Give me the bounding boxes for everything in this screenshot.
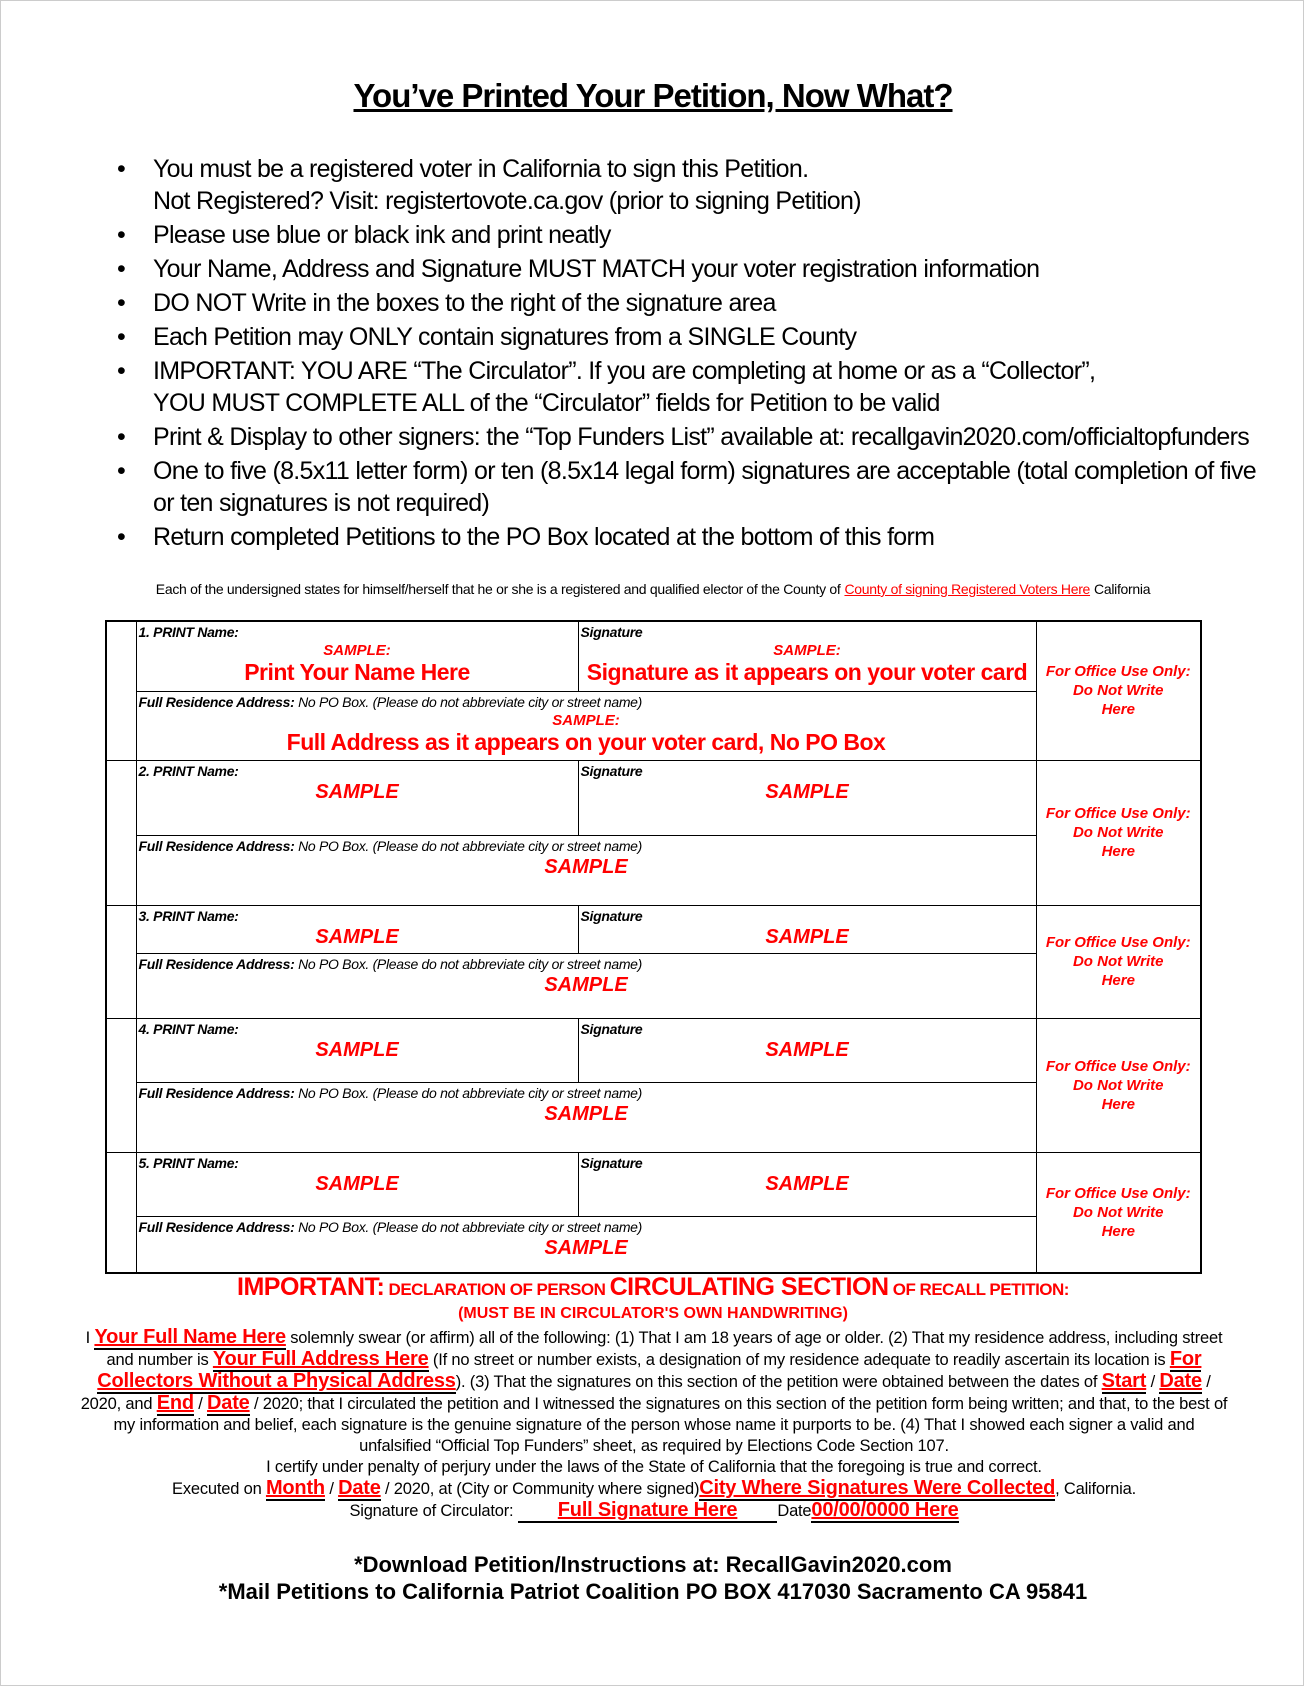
signature-cell[interactable] (578, 1018, 1036, 1082)
item-text: You must be a registered voter in California to sign this Petition. (153, 155, 809, 183)
name-cell[interactable] (136, 1018, 578, 1082)
instructions-list (113, 153, 1263, 555)
circulator-name-field[interactable]: Your Full Name Here (94, 1326, 286, 1348)
signature-cell[interactable] (578, 760, 1036, 835)
address-label: Full Residence Address: (138, 837, 295, 854)
name-cell[interactable] (136, 760, 578, 835)
name-sample: Print Your Name Here (244, 659, 470, 685)
list-item (113, 153, 1263, 217)
table-row (106, 905, 1201, 953)
list-item: • Please use blue or black ink and print neatly (113, 219, 1263, 251)
name-label: 2. PRINT Name: (138, 762, 239, 779)
declaration-subheading: (MUST BE IN CIRCULATOR'S OWN HANDWRITING) (458, 1305, 848, 1322)
name-sample: SAMPLE (315, 1038, 399, 1061)
address-sample: SAMPLE (544, 1236, 628, 1259)
table-row (106, 621, 1201, 691)
sample-label: SAMPLE: (323, 642, 391, 659)
list-item: • Return completed Petitions to the PO Box located at the bottom of this form (113, 521, 1263, 553)
executed-date-field[interactable]: Date (338, 1477, 381, 1499)
signature-table (105, 620, 1202, 1274)
certify-text: I certify under penalty of perjury under the laws of the State of California that the foregoing is true and correct. (266, 1458, 1042, 1476)
end-date-field[interactable]: Date (207, 1392, 250, 1414)
row-margin (106, 905, 136, 1018)
statement-text: Each of the undersigned states for himself/herself that he or she is a registered and qualified elector of the County of (155, 581, 841, 597)
address-note: No PO Box. (Please do not abbreviate city or street name) (298, 837, 643, 854)
address-sample: SAMPLE (544, 973, 628, 996)
state-text: California (1094, 581, 1151, 597)
address-note: No PO Box. (Please do not abbreviate city or street name) (298, 693, 643, 710)
signature-label: Signature (580, 624, 643, 640)
name-label: 4. PRINT Name: (138, 1020, 239, 1037)
address-label: Full Residence Address: (138, 1084, 295, 1101)
name-sample: SAMPLE (315, 925, 399, 948)
declaration-text: I Your Full Name Here solemnly swear (or affirm) all of the following: (1) That I am 18 years of age or older. (2) That my residence address, including street and number is Your Full Address Here (If no street or number exists, a designation of my residence adequate to readily ascertain its location is For Collectors Without a Physical Address). (3) That the signatures on this section of the petition were obtained between the dates of Start / Date / 2020, and End / Date / 2020; that I circulated the petition and I witnessed the signatures on this section of the petition form being written; and that, to the best of my information and belief, each signature is the genuine signature of the person whose name it purports to be. (4) That I showed each signer a valid and unfalsified “Official Top Funders” sheet, as required by Elections Code Section 107. I certify under penalty of perjury under the laws of the State of California that the foregoing is true and correct. Executed on Month / Date / 2020, at (City or Community where signed)City Where Signatures Were Collected, California. Signature of Circulator: Full Signature Here Date00/00/0000 Here (80, 1326, 1228, 1521)
county-field[interactable]: County of signing Registered Voters Here (844, 581, 1091, 597)
row-margin (106, 621, 136, 760)
row-margin (106, 1018, 136, 1152)
name-label: 5. PRINT Name: (138, 1154, 239, 1171)
office-use-box: For Office Use Only: Do Not Write Here (1036, 905, 1201, 1018)
collector-address-field[interactable]: For Collectors Without a Physical Address (97, 1348, 1202, 1392)
row-margin (106, 1152, 136, 1273)
download-info: *Download Petition/Instructions at: RecallGavin2020.com (354, 1552, 952, 1577)
name-label: 3. PRINT Name: (138, 907, 239, 924)
signature-sample: SAMPLE (765, 1172, 849, 1195)
start-date-field[interactable]: Date (1159, 1370, 1202, 1392)
name-cell[interactable] (136, 1152, 578, 1216)
circulator-address-field[interactable]: Your Full Address Here (212, 1348, 429, 1370)
item-text: YOU MUST COMPLETE ALL of the “Circulator” fields for Petition to be valid (153, 389, 940, 417)
circulator-signature-field[interactable]: Full Signature Here (518, 1499, 778, 1523)
address-cell[interactable] (136, 835, 1036, 905)
elector-statement (1, 581, 1304, 597)
table-row (106, 1018, 1201, 1082)
address-cell[interactable] (136, 1082, 1036, 1152)
signature-label: Signature (580, 762, 643, 779)
executed-month-field[interactable]: Month (265, 1477, 325, 1499)
signature-sample: Signature as it appears on your voter card (586, 659, 1028, 685)
office-use-box: For Office Use Only: Do Not Write Here (1036, 760, 1201, 905)
address-sample: SAMPLE (544, 1102, 628, 1125)
name-cell[interactable] (136, 905, 578, 953)
mail-info: *Mail Petitions to California Patriot Coalition PO BOX 417030 Sacramento CA 95841 (218, 1579, 1088, 1604)
name-label: 1. PRINT Name: (138, 624, 239, 640)
address-cell[interactable] (136, 691, 1036, 760)
declaration-heading: IMPORTANT: DECLARATION OF PERSON CIRCULATING SECTION OF RECALL PETITION: (237, 1273, 1069, 1301)
end-month-field[interactable]: End (156, 1392, 194, 1414)
address-note: No PO Box. (Please do not abbreviate city or street name) (298, 955, 643, 972)
list-item: • DO NOT Write in the boxes to the right of the signature area (113, 287, 1263, 319)
signature-label: Signature (580, 1020, 643, 1037)
address-label: Full Residence Address: (138, 693, 295, 710)
table-row (106, 760, 1201, 835)
city-field[interactable]: City Where Signatures Were Collected (699, 1477, 1056, 1499)
row-margin (106, 760, 136, 905)
item-text: IMPORTANT: YOU ARE “The Circulator”. If you are completing at home or as a “Collector”, (153, 357, 1096, 385)
list-item: • One to five (8.5x11 letter form) or ten (8.5x14 legal form) signatures are acceptable (total completion of five or ten signatures is not required) (113, 455, 1263, 519)
signature-sample: SAMPLE (765, 925, 849, 948)
list-item (113, 355, 1263, 419)
signature-label: Signature (580, 1154, 643, 1171)
office-use-box: For Office Use Only: Do Not Write Here (1036, 1152, 1201, 1273)
address-note: No PO Box. (Please do not abbreviate city or street name) (298, 1218, 643, 1235)
address-cell[interactable] (136, 953, 1036, 1018)
list-item: • Each Petition may ONLY contain signatures from a SINGLE County (113, 321, 1263, 353)
name-sample: SAMPLE (315, 1172, 399, 1195)
address-sample: Full Address as it appears on your voter card, No PO Box (286, 728, 886, 755)
signature-label: Signature (580, 907, 643, 924)
sample-label: SAMPLE: (773, 642, 841, 659)
signature-cell[interactable] (578, 1152, 1036, 1216)
start-month-field[interactable]: Start (1101, 1370, 1147, 1392)
signature-date-field[interactable]: 00/00/0000 Here (811, 1499, 959, 1521)
list-item: • Print & Display to other signers: the “Top Funders List” available at: recallgavin2020.com/officialtopfunders (113, 421, 1263, 453)
address-sample: SAMPLE (544, 855, 628, 878)
table-row (106, 1152, 1201, 1216)
address-label: Full Residence Address: (138, 955, 295, 972)
address-note: No PO Box. (Please do not abbreviate city or street name) (298, 1084, 643, 1101)
name-cell[interactable] (136, 621, 578, 691)
signature-sample: SAMPLE (765, 780, 849, 803)
sample-label: SAMPLE: (552, 711, 620, 729)
office-use-box: For Office Use Only: Do Not Write Here (1036, 621, 1201, 760)
address-label: Full Residence Address: (138, 1218, 295, 1235)
address-cell[interactable] (136, 1216, 1036, 1273)
signature-cell[interactable] (578, 621, 1036, 691)
list-item: • Your Name, Address and Signature MUST MATCH your voter registration information (113, 253, 1263, 285)
item-text: Not Registered? Visit: registertovote.ca.gov (prior to signing Petition) (153, 187, 861, 215)
office-use-box: For Office Use Only: Do Not Write Here (1036, 1018, 1201, 1152)
signature-cell[interactable] (578, 905, 1036, 953)
page-title: You’ve Printed Your Petition, Now What? (353, 77, 953, 114)
signature-sample: SAMPLE (765, 1038, 849, 1061)
name-sample: SAMPLE (315, 780, 399, 803)
